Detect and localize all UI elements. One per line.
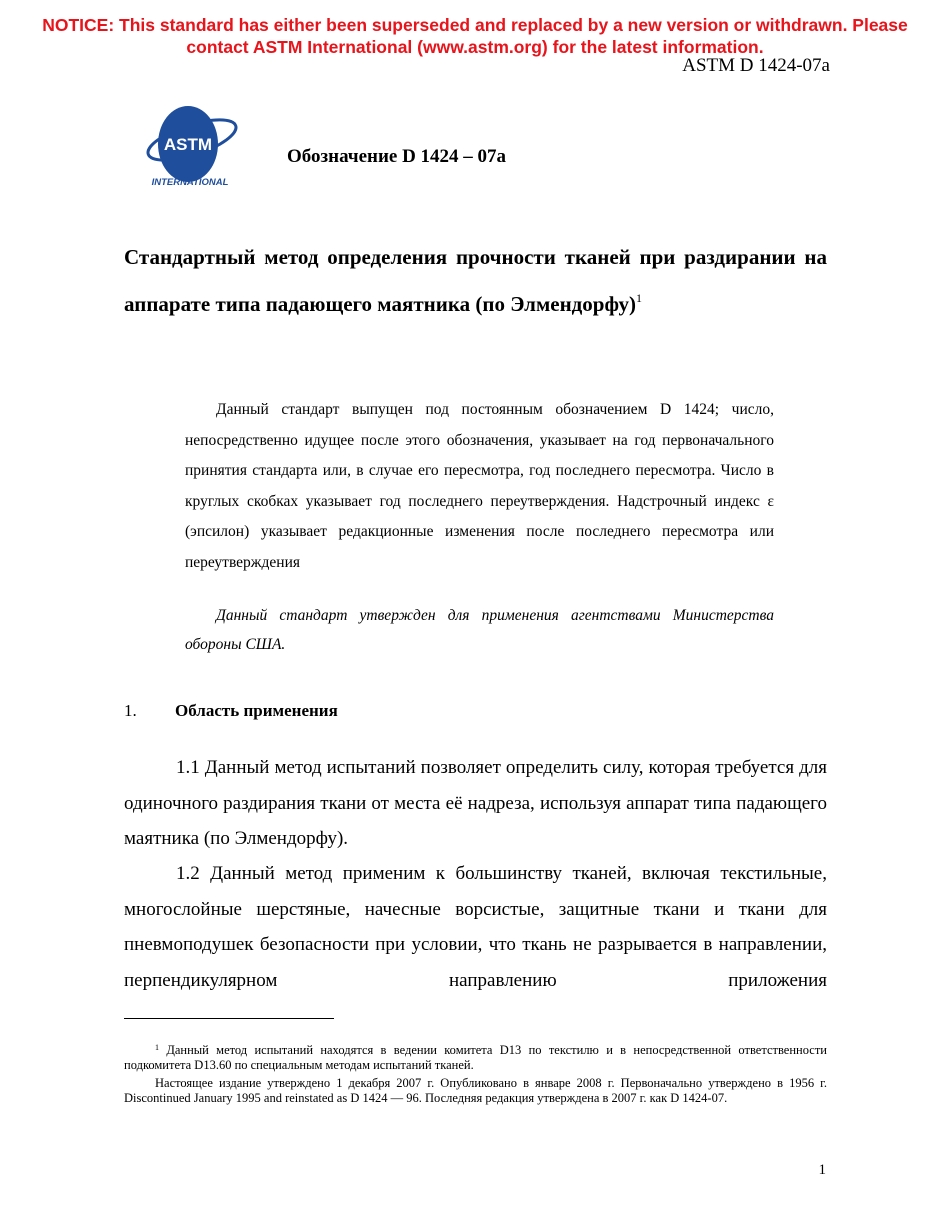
- dod-approval-note: Данный стандарт утвержден для применения агентствами Министерства обороны США.: [185, 607, 774, 653]
- title-footnote-mark: 1: [635, 291, 642, 305]
- standard-code-header: ASTM D 1424-07a: [682, 55, 830, 76]
- astm-logo-icon: [144, 104, 240, 188]
- footnote-2: Настоящее издание утверждено 1 декабря 2007 г. Опубликовано в январе 2008 г. Первоначально утверждено в 1956 г. Discontinued January 1995 and reinstated as D 1424 — 96. Последняя редакция утверждена в 2007 г. как D 1424-07.: [124, 1076, 827, 1105]
- notice-line-1: NOTICE: This standard has either been superseded and replaced by a new version or withdrawn. Please: [42, 15, 908, 35]
- abstract-paragraph: Данный стандарт выпущен под постоянным обозначением D 1424; число, непосредственно идущее после этого обозначения, указывает на год первоначального принятия стандарта или, в случае его пересмотра, год последнего пересмотра. Число в круглых скобках указывает год последнего переутверждения. Надстрочный индекс ε (эпсилон) указывает редакционные изменения после последнего пересмотра или переутверждения: [185, 401, 774, 571]
- section-number: 1.: [124, 701, 137, 720]
- footnote-1-text: Данный метод испытаний находятся в ведении комитета D13 по текстилю и в непосредственной ответственности подкомитета D13.60 по специальным методам испытаний тканей.: [124, 1043, 827, 1072]
- footnote-1: [124, 1040, 827, 1073]
- page-number: 1: [818, 1162, 826, 1178]
- title-text: Стандартный метод определения прочности тканей при раздирании на аппарате типа падающего маятника (по Элмендорфу): [124, 245, 827, 316]
- notice-line-2: contact ASTM International (www.astm.org) for the latest information.: [186, 37, 764, 57]
- paragraph-1-2: 1.2 Данный метод применим к большинству тканей, включая текстильные, многослойные шерстяные, начесные ворсистые, защитные ткани и ткани для пневмоподушек безопасности при условии, что ткань не разрывается в направлении, перпендикулярном направлению приложения: [124, 863, 827, 991]
- logo-subtext: INTERNATIONAL: [151, 177, 229, 188]
- paragraph-1-1: 1.1 Данный метод испытаний позволяет определить силу, которая требуется для одиночного раздирания ткани от места её надреза, используя аппарат типа падающего маятника (по Элмендорфу).: [124, 757, 827, 849]
- footnote-1-mark: 1: [155, 1043, 159, 1052]
- logo-text: ASTM: [163, 135, 213, 154]
- superseded-notice: [0, 14, 950, 58]
- footnote-divider: [124, 1018, 334, 1019]
- document-title: [124, 237, 827, 325]
- section-title: Область применения: [175, 701, 338, 720]
- designation-title: Обозначение D 1424 – 07a: [287, 146, 507, 167]
